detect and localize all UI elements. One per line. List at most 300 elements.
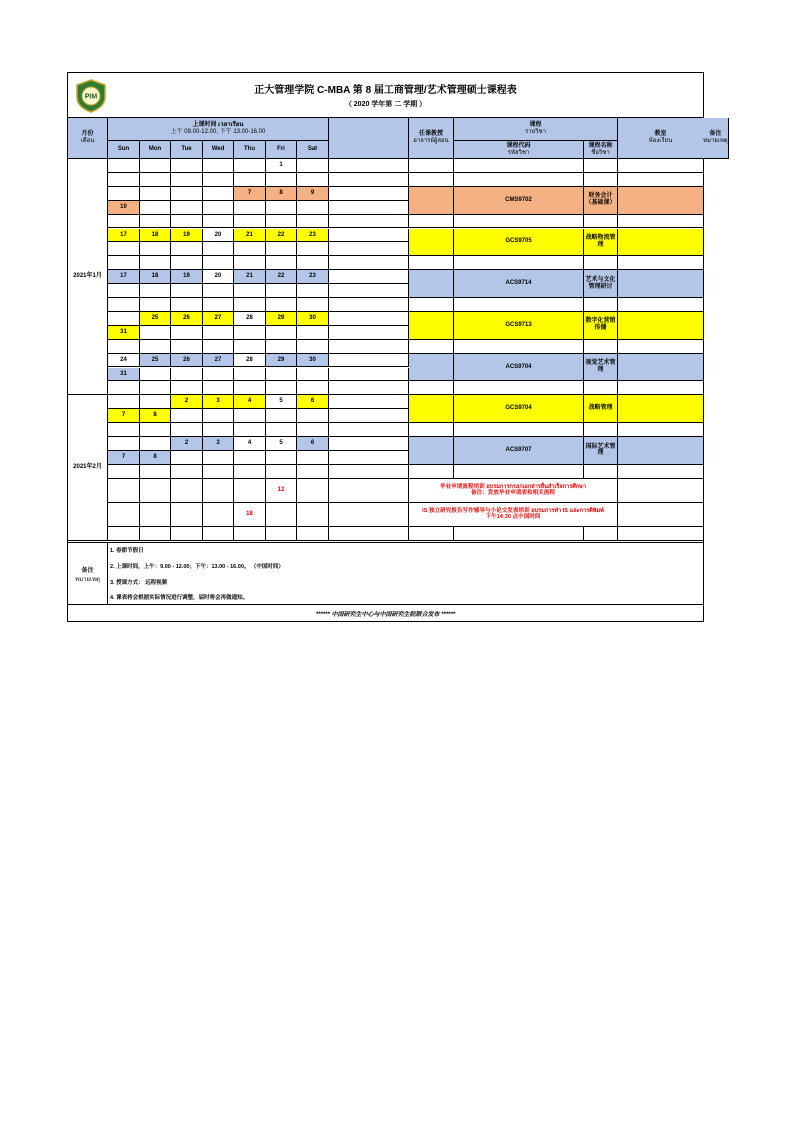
- calendar-day-cell: [171, 340, 203, 354]
- room-cell: [618, 423, 703, 437]
- calendar-day-cell: [140, 503, 171, 527]
- teacher-cell: [409, 215, 454, 229]
- calendar-day-cell: [266, 326, 297, 340]
- month-header-label-th: เดือน: [80, 138, 95, 144]
- teacher-cell: [409, 312, 454, 340]
- day-header-2: Tue: [171, 141, 203, 159]
- calendar-day-cell: [234, 173, 266, 187]
- teacher-cell: [409, 298, 454, 312]
- calendar-day-cell: [140, 242, 171, 256]
- calendar-day-cell: [203, 159, 234, 173]
- calendar-day-cell: [266, 242, 297, 256]
- remark-cell: [703, 423, 704, 437]
- calendar-day-cell: [203, 479, 234, 503]
- notes-section: [68, 542, 703, 604]
- calendar-day-cell: 26: [171, 354, 203, 368]
- calendar-day-cell: [297, 173, 329, 187]
- blank-cell: [329, 242, 409, 256]
- blank-cell: [329, 159, 409, 173]
- month-feb: 2021年2月: [68, 395, 108, 540]
- calendar-day-cell: [266, 256, 297, 270]
- teacher-header-label-th: อาจารย์ผู้สอน: [413, 138, 449, 144]
- day-header-0: Sun: [108, 141, 140, 159]
- calendar-day-cell: [203, 465, 234, 479]
- calendar-day-cell: [171, 451, 203, 465]
- event-note: 备注：发放毕业申请表和相关流程: [471, 490, 555, 497]
- calendar-day-cell: [234, 451, 266, 465]
- teacher-cell: [409, 159, 454, 173]
- day-header-4: Thu: [234, 141, 266, 159]
- day-header-6: Sat: [297, 141, 329, 159]
- calendar-day-cell: 5: [266, 437, 297, 451]
- calendar-day-cell: [234, 284, 266, 298]
- calendar-day-cell: [266, 284, 297, 298]
- calendar-day-cell: 27: [203, 312, 234, 326]
- course-header-label: 课程: [529, 122, 542, 129]
- class-time-header-label-th: 上午 09.00-12.00, 下午 13.00-16.00: [170, 129, 266, 135]
- course-name-cell: [584, 423, 618, 437]
- course-code-cell: [454, 527, 584, 541]
- page-title: 正大管理学院 C-MBA 第 8 届工商管理/艺术管理硕士课程表: [254, 85, 517, 96]
- calendar-day-cell: [297, 381, 329, 395]
- calendar-day-cell: [108, 284, 140, 298]
- day-header-3: Wed: [203, 141, 234, 159]
- calendar-day-cell: [171, 368, 203, 382]
- course-code-cell: ACS9704: [454, 354, 584, 382]
- calendar-day-cell: [108, 395, 140, 409]
- calendar-day-cell: [266, 368, 297, 382]
- calendar-day-cell: [266, 381, 297, 395]
- calendar-day-cell: [297, 479, 329, 503]
- calendar-day-cell: [140, 326, 171, 340]
- room-cell: [618, 340, 703, 354]
- course-code-cell: [454, 173, 584, 187]
- calendar-day-cell: 7: [234, 187, 266, 201]
- schedule-sheet: [67, 72, 728, 622]
- teacher-cell: [409, 256, 454, 270]
- course-header-label-th: รายวิชา: [525, 129, 546, 135]
- calendar-day-cell: [140, 340, 171, 354]
- calendar-day-cell: [234, 409, 266, 423]
- teacher-cell: [409, 173, 454, 187]
- calendar-day-cell: [171, 173, 203, 187]
- blank-cell: [329, 527, 409, 541]
- calendar-day-cell: [234, 527, 266, 541]
- remark-cell: [703, 215, 704, 229]
- room-cell: [618, 173, 703, 187]
- calendar-day-cell: [108, 187, 140, 201]
- course-name-cell: 财务会计（基础课）: [584, 187, 618, 215]
- calendar-day-cell: [171, 159, 203, 173]
- course-name-cell: [584, 527, 618, 541]
- calendar-day-cell: 24: [108, 354, 140, 368]
- blank-cell: [329, 298, 409, 312]
- course-header: [454, 118, 618, 141]
- teacher-cell: [409, 423, 454, 437]
- note-item: 1. 春節节假日: [110, 548, 144, 554]
- calendar-day-cell: [266, 340, 297, 354]
- calendar-day-cell: 18: [140, 270, 171, 284]
- calendar-day-cell: [234, 465, 266, 479]
- calendar-day-cell: [171, 381, 203, 395]
- calendar-day-cell: [203, 381, 234, 395]
- calendar-day-cell: [297, 284, 329, 298]
- remark-cell: [703, 187, 704, 215]
- calendar-day-cell: [234, 159, 266, 173]
- calendar-day-cell: [203, 368, 234, 382]
- remark-cell: [703, 437, 704, 465]
- calendar-day-cell: [234, 298, 266, 312]
- calendar-day-cell: 18: [234, 503, 266, 527]
- calendar-day-cell: [108, 173, 140, 187]
- room-cell: [618, 270, 703, 298]
- blank-cell: [329, 354, 409, 368]
- calendar-day-cell: [140, 215, 171, 229]
- remark-cell: [703, 298, 704, 312]
- calendar-day-cell: [140, 201, 171, 215]
- event-cell: [409, 479, 618, 503]
- day-header-5: Fri: [266, 141, 297, 159]
- course-name-cell: 战略管理: [584, 395, 618, 423]
- calendar-day-cell: [108, 423, 140, 437]
- calendar-day-cell: [140, 395, 171, 409]
- course-name-cell: [584, 298, 618, 312]
- blank-cell: [329, 423, 409, 437]
- month-header: [68, 118, 108, 159]
- remark-header-label-th: หมายเหตุ: [703, 138, 728, 144]
- course-code-cell: [454, 423, 584, 437]
- calendar-day-cell: 5: [266, 395, 297, 409]
- room-cell: [618, 256, 703, 270]
- calendar-day-cell: 19: [171, 229, 203, 243]
- teacher-cell: [409, 437, 454, 465]
- calendar-day-cell: [297, 215, 329, 229]
- course-code-cell: GCS9705: [454, 229, 584, 257]
- calendar-day-cell: [266, 298, 297, 312]
- footer: ****** 中国研究生中心与中国研究生院联合发布 ******: [68, 604, 703, 621]
- blank-cell: [329, 368, 409, 382]
- calendar-day-cell: [234, 201, 266, 215]
- calendar-day-cell: [203, 187, 234, 201]
- calendar-day-cell: [297, 423, 329, 437]
- course-name-cell: [584, 465, 618, 479]
- calendar-day-cell: 8: [140, 451, 171, 465]
- calendar-day-cell: 4: [234, 395, 266, 409]
- calendar-day-cell: [108, 159, 140, 173]
- remark-cell: [703, 173, 704, 187]
- remark-cell: [703, 354, 704, 382]
- month-jan: 2021年1月: [68, 159, 108, 395]
- course-name-cell: 战略物流管理: [584, 229, 618, 257]
- page-subtitle: （ 2020 学年第 二 学期 ）: [344, 101, 427, 108]
- calendar-day-cell: [171, 284, 203, 298]
- course-name-cell: 数字化营销传播: [584, 312, 618, 340]
- course-name-cell: 国际艺术管理: [584, 437, 618, 465]
- calendar-day-cell: [297, 242, 329, 256]
- course-name-cell: 艺术与文化管理研讨: [584, 270, 618, 298]
- calendar-day-cell: [297, 451, 329, 465]
- blank-cell: [329, 381, 409, 395]
- calendar-day-cell: 28: [234, 312, 266, 326]
- calendar-day-cell: 30: [297, 354, 329, 368]
- teacher-cell: [409, 381, 454, 395]
- calendar-day-cell: 20: [203, 270, 234, 284]
- remark-cell: [703, 479, 704, 503]
- notes-label-th: หมายเหตุ: [75, 576, 100, 583]
- remark-cell: [703, 159, 704, 173]
- teacher-cell: [409, 229, 454, 257]
- teacher-header: [409, 118, 454, 159]
- calendar-day-cell: 3: [203, 437, 234, 451]
- calendar-day-cell: [203, 173, 234, 187]
- calendar-day-cell: [171, 201, 203, 215]
- room-cell: [618, 159, 703, 173]
- logo-text: PIM: [84, 93, 98, 101]
- course-name-cell: 视觉艺术管理: [584, 354, 618, 382]
- note-item: 2. 上课时间，上午：9.00 - 12.00；下午：13.00 - 16.00。 （中国时间）: [110, 564, 284, 570]
- calendar-day-cell: [203, 409, 234, 423]
- calendar-day-cell: 7: [108, 451, 140, 465]
- calendar-day-cell: 23: [297, 229, 329, 243]
- calendar-day-cell: [140, 368, 171, 382]
- calendar-day-cell: [108, 465, 140, 479]
- event-title: 毕业申请流程培训 อบรมการกรอกเอกสารยื่นสำเร็จการศึกษา: [440, 483, 586, 490]
- calendar-day-cell: [140, 173, 171, 187]
- room-cell: [618, 354, 703, 382]
- calendar-day-cell: 27: [203, 354, 234, 368]
- calendar-day-cell: [108, 381, 140, 395]
- calendar-day-cell: [234, 381, 266, 395]
- calendar-day-cell: [266, 215, 297, 229]
- calendar-day-cell: [266, 465, 297, 479]
- blank-cell: [329, 451, 409, 465]
- calendar-day-cell: 17: [108, 270, 140, 284]
- day-header-1: Mon: [140, 141, 171, 159]
- note-item: 4. 课表将会根据实际情况进行调整，届时将会再做通知。: [110, 595, 249, 601]
- room-header: [618, 118, 703, 159]
- calendar-day-cell: [234, 423, 266, 437]
- course-code-cell: GCS9704: [454, 395, 584, 423]
- calendar-day-cell: [108, 503, 140, 527]
- calendar-day-cell: [140, 437, 171, 451]
- header-spacer: [329, 118, 409, 159]
- course-name-cell: [584, 381, 618, 395]
- calendar-day-cell: 18: [140, 229, 171, 243]
- event-title: IS 独立研究报告写作辅导与小论文发表培训 อบรมการทำ IS และการตีพิมพ์: [422, 507, 604, 514]
- calendar-day-cell: 25: [140, 354, 171, 368]
- calendar-day-cell: [171, 298, 203, 312]
- course-code-cell: [454, 381, 584, 395]
- calendar-day-cell: [140, 159, 171, 173]
- calendar-day-cell: 23: [297, 270, 329, 284]
- teacher-cell: [409, 340, 454, 354]
- calendar-day-cell: 30: [297, 312, 329, 326]
- calendar-day-cell: 21: [234, 270, 266, 284]
- calendar-day-cell: [297, 409, 329, 423]
- calendar-day-cell: 28: [234, 354, 266, 368]
- remark-header-label: 备注: [709, 131, 722, 138]
- calendar-day-cell: [203, 201, 234, 215]
- course-name-cell: [584, 173, 618, 187]
- calendar-day-cell: [203, 340, 234, 354]
- title-block: [68, 73, 703, 118]
- blank-cell: [329, 326, 409, 340]
- calendar-day-cell: [203, 215, 234, 229]
- blank-cell: [329, 173, 409, 187]
- room-header-label: 教室: [654, 131, 667, 138]
- room-cell: [618, 465, 703, 479]
- room-cell: [618, 395, 703, 423]
- calendar-day-cell: [171, 527, 203, 541]
- calendar-day-cell: 3: [203, 395, 234, 409]
- teacher-cell: [409, 395, 454, 423]
- calendar-day-cell: [140, 423, 171, 437]
- calendar-day-cell: 25: [140, 312, 171, 326]
- calendar-day-cell: [171, 503, 203, 527]
- calendar-day-cell: [203, 284, 234, 298]
- calendar-day-cell: 29: [266, 354, 297, 368]
- calendar-day-cell: [140, 465, 171, 479]
- calendar-day-cell: [234, 256, 266, 270]
- course-code-header: [454, 141, 584, 159]
- calendar-day-cell: [108, 256, 140, 270]
- teacher-header-label: 任课教授: [418, 131, 443, 138]
- calendar-day-cell: [203, 503, 234, 527]
- calendar-day-cell: [108, 527, 140, 541]
- remark-cell: [703, 312, 704, 340]
- calendar-day-cell: 4: [234, 437, 266, 451]
- calendar-day-cell: 22: [266, 270, 297, 284]
- calendar-day-cell: [234, 326, 266, 340]
- calendar-day-cell: [140, 479, 171, 503]
- teacher-cell: [409, 354, 454, 382]
- remark-cell: [703, 340, 704, 354]
- calendar-day-cell: [108, 437, 140, 451]
- calendar-day-cell: 12: [266, 479, 297, 503]
- notes-label-cell: [68, 543, 108, 605]
- remark-cell: [703, 256, 704, 270]
- blank-cell: [329, 270, 409, 284]
- remark-cell: [703, 503, 704, 527]
- calendar-day-cell: [297, 527, 329, 541]
- calendar-day-cell: [297, 326, 329, 340]
- calendar-day-cell: 6: [297, 437, 329, 451]
- course-code-cell: [454, 340, 584, 354]
- course-code-header-label: 课程代码: [506, 142, 531, 149]
- room-cell: [618, 298, 703, 312]
- calendar-day-cell: [171, 187, 203, 201]
- calendar-day-cell: [234, 215, 266, 229]
- teacher-cell: [409, 465, 454, 479]
- calendar-day-cell: 19: [171, 270, 203, 284]
- calendar-day-cell: 31: [108, 326, 140, 340]
- calendar-day-cell: [203, 242, 234, 256]
- calendar-day-cell: 26: [171, 312, 203, 326]
- room-cell: [618, 527, 703, 541]
- calendar-day-cell: [171, 423, 203, 437]
- course-name-header: [584, 141, 618, 159]
- course-code-cell: CMS9702: [454, 187, 584, 215]
- remark-cell: [703, 270, 704, 298]
- calendar-day-cell: [140, 284, 171, 298]
- blank-cell: [329, 215, 409, 229]
- calendar-day-cell: [297, 340, 329, 354]
- calendar-day-cell: [266, 409, 297, 423]
- course-code-cell: [454, 159, 584, 173]
- room-cell: [618, 381, 703, 395]
- calendar-day-cell: [297, 465, 329, 479]
- course-code-header-label-th: รหัสวิชา: [507, 149, 530, 156]
- event-note: 下午14:30 点中国时间: [485, 514, 541, 521]
- calendar-day-cell: [266, 527, 297, 541]
- course-code-cell: [454, 298, 584, 312]
- calendar-day-cell: 7: [108, 409, 140, 423]
- room-cell: [618, 437, 703, 465]
- calendar-day-cell: [203, 298, 234, 312]
- notes-label: 备注: [81, 567, 94, 574]
- course-name-cell: [584, 159, 618, 173]
- blank-cell: [329, 256, 409, 270]
- blank-cell: [329, 465, 409, 479]
- teacher-cell: [409, 527, 454, 541]
- calendar-day-cell: [297, 159, 329, 173]
- calendar-day-cell: [266, 423, 297, 437]
- calendar-day-cell: [203, 256, 234, 270]
- teacher-cell: [409, 187, 454, 215]
- remark-cell: [703, 465, 704, 479]
- calendar-day-cell: [108, 479, 140, 503]
- calendar-day-cell: [266, 201, 297, 215]
- course-code-cell: [454, 215, 584, 229]
- calendar-day-cell: [203, 423, 234, 437]
- room-cell: [618, 312, 703, 340]
- calendar-day-cell: [108, 312, 140, 326]
- calendar-day-cell: [171, 465, 203, 479]
- room-cell: [618, 479, 703, 503]
- remark-cell: [703, 229, 704, 257]
- month-header-label: 月份: [81, 131, 94, 138]
- room-header-label-th: ห้องเรียน: [648, 138, 673, 144]
- calendar-day-cell: [108, 215, 140, 229]
- calendar-day-cell: [108, 340, 140, 354]
- calendar-day-cell: [203, 451, 234, 465]
- remark-cell: [703, 527, 704, 541]
- course-code-cell: GCS9713: [454, 312, 584, 340]
- event-cell: [409, 503, 618, 527]
- calendar-day-cell: [140, 298, 171, 312]
- course-name-cell: [584, 340, 618, 354]
- calendar-day-cell: [203, 326, 234, 340]
- calendar-day-cell: 2: [171, 437, 203, 451]
- calendar-day-cell: 8: [140, 409, 171, 423]
- calendar-day-cell: [234, 479, 266, 503]
- blank-cell: [329, 479, 409, 503]
- blank-cell: [329, 340, 409, 354]
- remark-cell: [703, 395, 704, 423]
- blank-cell: [329, 187, 409, 201]
- room-cell: [618, 187, 703, 215]
- teacher-cell: [409, 270, 454, 298]
- blank-cell: [329, 409, 409, 423]
- calendar-day-cell: [140, 187, 171, 201]
- calendar-day-cell: [203, 527, 234, 541]
- calendar-day-cell: [171, 326, 203, 340]
- calendar-day-cell: [297, 368, 329, 382]
- course-name-header-label-th: ชื่อวิชา: [591, 149, 610, 156]
- calendar-day-cell: [234, 242, 266, 256]
- calendar-day-cell: 31: [108, 368, 140, 382]
- blank-cell: [329, 229, 409, 243]
